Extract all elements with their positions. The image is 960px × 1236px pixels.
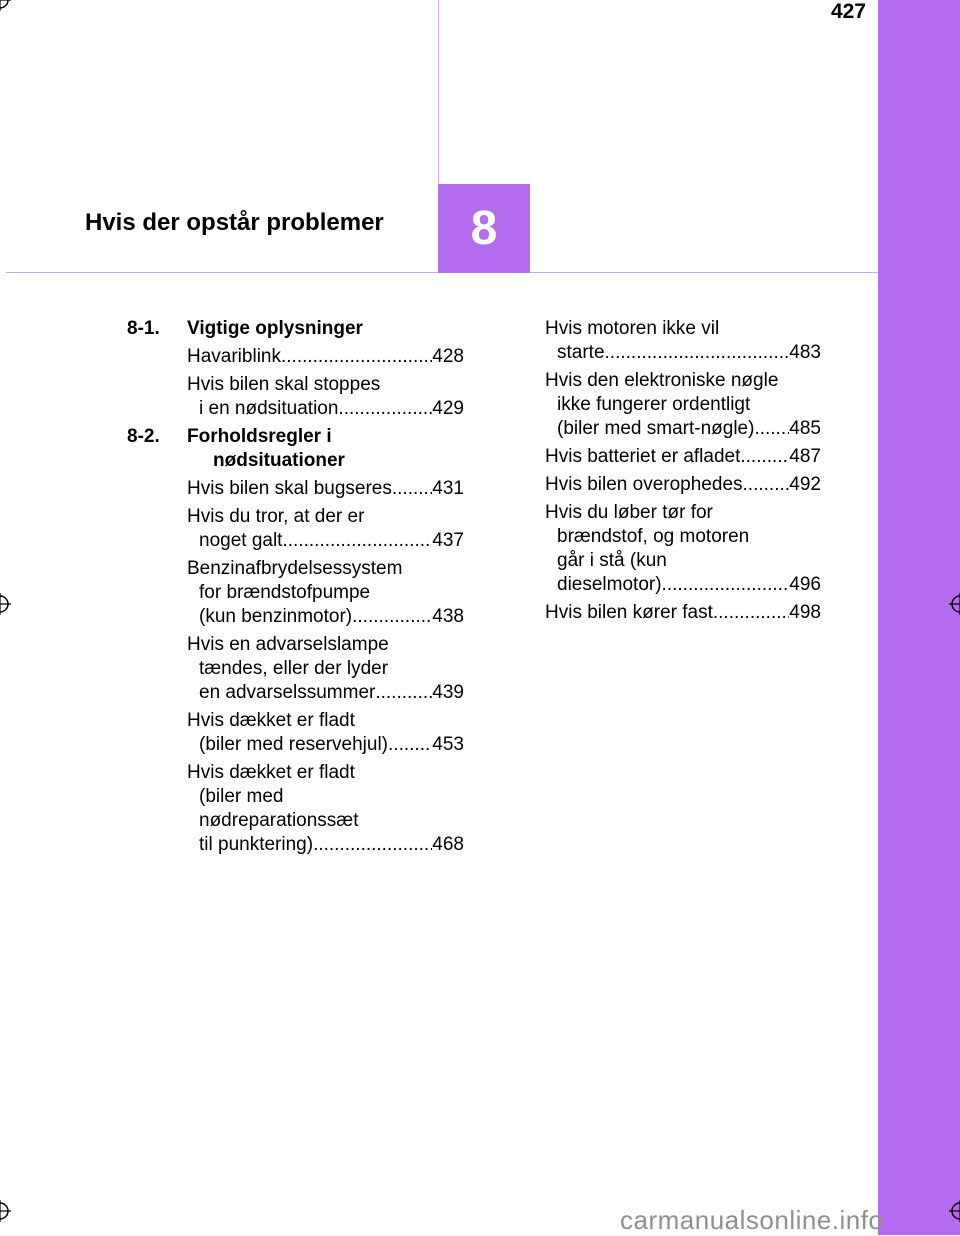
toc-entry-line: Hvis batteriet er afladet (545, 446, 741, 467)
dot-leader (388, 733, 432, 757)
registration-mark-icon (0, 593, 11, 615)
toc-entry[interactable] (545, 501, 821, 597)
toc-page-number: 438 (432, 606, 464, 627)
dot-leader (754, 417, 789, 441)
section-title-line: nødsituationer (213, 450, 345, 471)
toc-page-number: 429 (432, 398, 464, 419)
toc-entry-line: Hvis bilen skal stoppes (187, 374, 381, 395)
dot-leader (743, 473, 790, 497)
toc-entry-leader-row (545, 601, 821, 625)
toc-left-column (127, 317, 464, 861)
toc-entry[interactable] (187, 345, 464, 369)
toc-entry-line: tændes, eller der lyder (199, 658, 389, 679)
dot-leader (282, 529, 432, 553)
toc-entry-line: Hvis den elektroniske nøgle (545, 370, 779, 391)
section-title (187, 425, 464, 473)
dot-leader (338, 397, 432, 421)
toc-entry[interactable] (545, 445, 821, 469)
toc-entry-leader-row (545, 573, 821, 597)
toc-entry-line: Hvis bilen overophedes (545, 474, 743, 495)
toc-entry-leader-row (187, 529, 464, 553)
toc-page-number: 485 (789, 418, 821, 439)
header-divider-vertical (438, 0, 439, 184)
dot-leader (313, 833, 432, 857)
toc-entry-leader-row (187, 681, 464, 705)
chapter-sidebar-tab (878, 0, 960, 1235)
toc-section-heading (127, 317, 464, 341)
toc-entry-line: Hvis du tror, at der er (187, 506, 365, 527)
toc-entry-leader-row (545, 445, 821, 469)
toc-entry-line: (biler med (199, 786, 284, 807)
toc-entry[interactable] (187, 633, 464, 705)
toc-entry-line: Hvis motoren ikke vil (545, 318, 720, 339)
section-number: 8-2. (127, 426, 160, 447)
toc-entry[interactable] (187, 505, 464, 553)
toc-entry-line: Havariblink (187, 346, 281, 367)
toc-entry-line: for brændstofpumpe (199, 582, 371, 603)
toc-entry-leader-row (187, 345, 464, 369)
section-number: 8-1. (127, 318, 160, 339)
toc-page-number: 439 (432, 682, 464, 703)
toc-entry-line: Benzinafbrydelsessystem (187, 558, 403, 579)
toc-section-heading (127, 425, 464, 473)
toc-entry-leader-row (187, 833, 464, 857)
toc-entry-leader-row (187, 733, 464, 757)
toc-entry-line: en advarselssummer (199, 682, 376, 703)
toc-page-number: 428 (432, 346, 464, 367)
chapter-number-badge: 8 (438, 184, 530, 273)
toc-entry[interactable] (187, 761, 464, 857)
toc-entry-line: (biler med smart-nøgle) (557, 418, 755, 439)
toc-entry[interactable] (187, 373, 464, 421)
registration-mark-icon (949, 1200, 960, 1222)
toc-entry-line: brændstof, og motoren (557, 526, 750, 547)
toc-entry-line: Hvis bilen kører fast (545, 602, 713, 623)
dot-leader (392, 477, 432, 501)
toc-page-number: 483 (789, 342, 821, 363)
toc-entry[interactable] (545, 473, 821, 497)
dot-leader (375, 681, 432, 705)
toc-entry[interactable] (187, 477, 464, 501)
toc-entry-leader-row (545, 417, 821, 441)
chapter-title: Hvis der opstår problemer (85, 209, 384, 236)
toc-entry-leader-row (187, 605, 464, 629)
dot-leader (605, 341, 790, 365)
toc-entry-leader-row (187, 397, 464, 421)
toc-right-column (545, 317, 821, 629)
toc-entry-line: (kun benzinmotor) (199, 606, 353, 627)
toc-entry-line: i en nødsituation (199, 398, 339, 419)
toc-page-number: 468 (432, 834, 464, 855)
toc-entry-line: ikke fungerer ordentligt (557, 394, 751, 415)
toc-entry-line: dieselmotor) (557, 574, 662, 595)
toc-entry-leader-row (545, 473, 821, 497)
toc-entry-line: Hvis en advarselslampe (187, 634, 389, 655)
toc-entry[interactable] (187, 709, 464, 757)
toc-entry[interactable] (545, 369, 821, 441)
toc-page-number: 498 (789, 602, 821, 623)
registration-mark-icon (0, 1200, 11, 1222)
watermark: carmanualsonline.info (620, 1205, 884, 1235)
toc-entry-line: starte (557, 342, 605, 363)
dot-leader (713, 601, 789, 625)
toc-entry-line: Hvis dækket er fladt (187, 762, 355, 783)
dot-leader (740, 445, 789, 469)
section-title (187, 317, 464, 341)
toc-page-number: 431 (432, 478, 464, 499)
toc-entry-line: Hvis du løber tør for (545, 502, 713, 523)
toc-entry[interactable] (545, 601, 821, 625)
toc-entry-line: går i stå (kun (557, 550, 667, 571)
registration-mark-icon (0, 0, 11, 11)
dot-leader (281, 345, 432, 369)
toc-entry-line: til punktering) (199, 834, 314, 855)
toc-entry-leader-row (187, 477, 464, 501)
toc-page-number: 492 (789, 474, 821, 495)
toc-entry-leader-row (545, 341, 821, 365)
toc-entry-line: (biler med reservehjul) (199, 734, 389, 755)
toc-entry-line: Hvis dækket er fladt (187, 710, 355, 731)
toc-entry[interactable] (545, 317, 821, 365)
section-title-line: Forholdsregler i (187, 426, 332, 447)
toc-page-number: 453 (432, 734, 464, 755)
toc-entry-line: noget galt (199, 530, 283, 551)
toc-entry-line: Hvis bilen skal bugseres (187, 478, 392, 499)
page-number: 427 (830, 0, 866, 23)
toc-entry-line: nødreparationssæt (199, 810, 359, 831)
dot-leader (662, 573, 790, 597)
toc-page-number: 437 (432, 530, 464, 551)
dot-leader (352, 605, 432, 629)
section-title-line: Vigtige oplysninger (187, 318, 363, 339)
toc-entry[interactable] (187, 557, 464, 629)
registration-mark-icon (949, 593, 960, 615)
toc-page-number: 496 (789, 574, 821, 595)
toc-page-number: 487 (789, 446, 821, 467)
